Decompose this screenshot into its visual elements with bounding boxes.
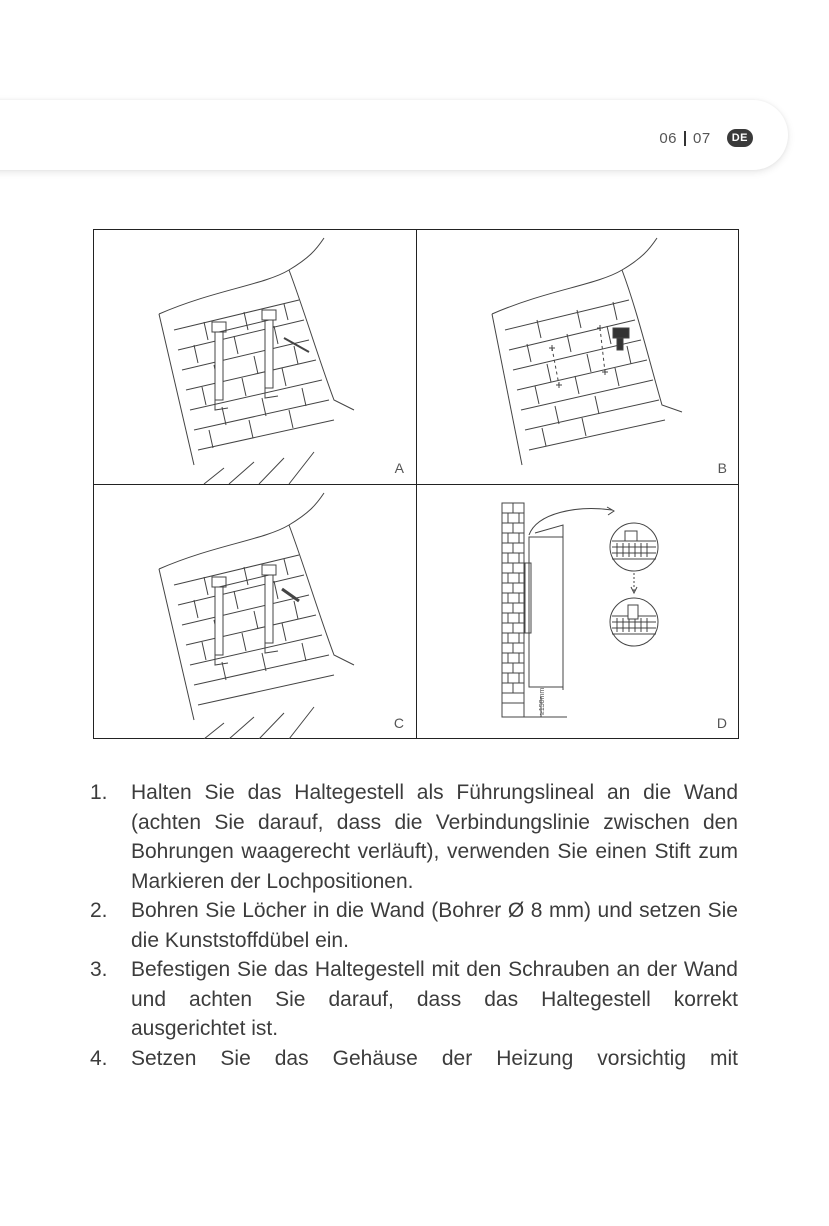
instruction-item	[90, 1044, 738, 1074]
panel-d	[417, 485, 739, 739]
panel-label-d: D	[716, 715, 727, 731]
panel-label-a: A	[394, 460, 404, 476]
instruction-list	[90, 778, 738, 1073]
instruction-item	[90, 778, 738, 896]
panel-label-c: C	[393, 715, 404, 731]
mounting-illustration	[94, 485, 416, 739]
step-text: Bohren Sie Löcher in die Wand (Bohrer Ø 8 mm) und setzen Sie die Kunststoffdübel ein.	[131, 899, 738, 952]
language-badge: DE	[727, 129, 753, 147]
panel-b	[417, 230, 739, 485]
step-number: 4.	[90, 1046, 108, 1070]
step-number: 3.	[90, 958, 108, 981]
step-text: Setzen Sie das Gehäuse der Heizung vorsichtig mit	[131, 1046, 738, 1070]
page-current: 06	[659, 129, 678, 147]
panel-label-b: B	[717, 460, 727, 476]
page-total: 07	[693, 129, 711, 147]
instruction-item	[90, 896, 738, 955]
page-indicator	[659, 126, 753, 150]
panel-c	[94, 485, 417, 739]
wall-bracket-illustration	[94, 230, 416, 484]
instruction-item	[90, 955, 738, 1044]
installation-figure	[93, 229, 739, 739]
drilling-illustration	[417, 230, 739, 484]
heater-hanging-illustration	[417, 485, 739, 739]
step-text: Befestigen Sie das Haltegestell mit den Schrauben an der Wand und achten Sie darauf, dass das Haltegestell korrekt ausgerichtet ist.	[131, 958, 738, 1040]
step-number: 1.	[90, 781, 108, 804]
page-separator	[684, 131, 686, 146]
clearance-dimension-label: ≥150mm	[539, 687, 546, 715]
panel-a	[94, 230, 417, 485]
step-text: Halten Sie das Haltegestell als Führungslineal an die Wand (achten Sie darauf, dass die Verbindungslinie zwischen den Bohrungen waagerecht verläuft), verwenden Sie einen Stift zum Markieren der Lochpositionen.	[131, 781, 738, 893]
step-number: 2.	[90, 899, 108, 922]
